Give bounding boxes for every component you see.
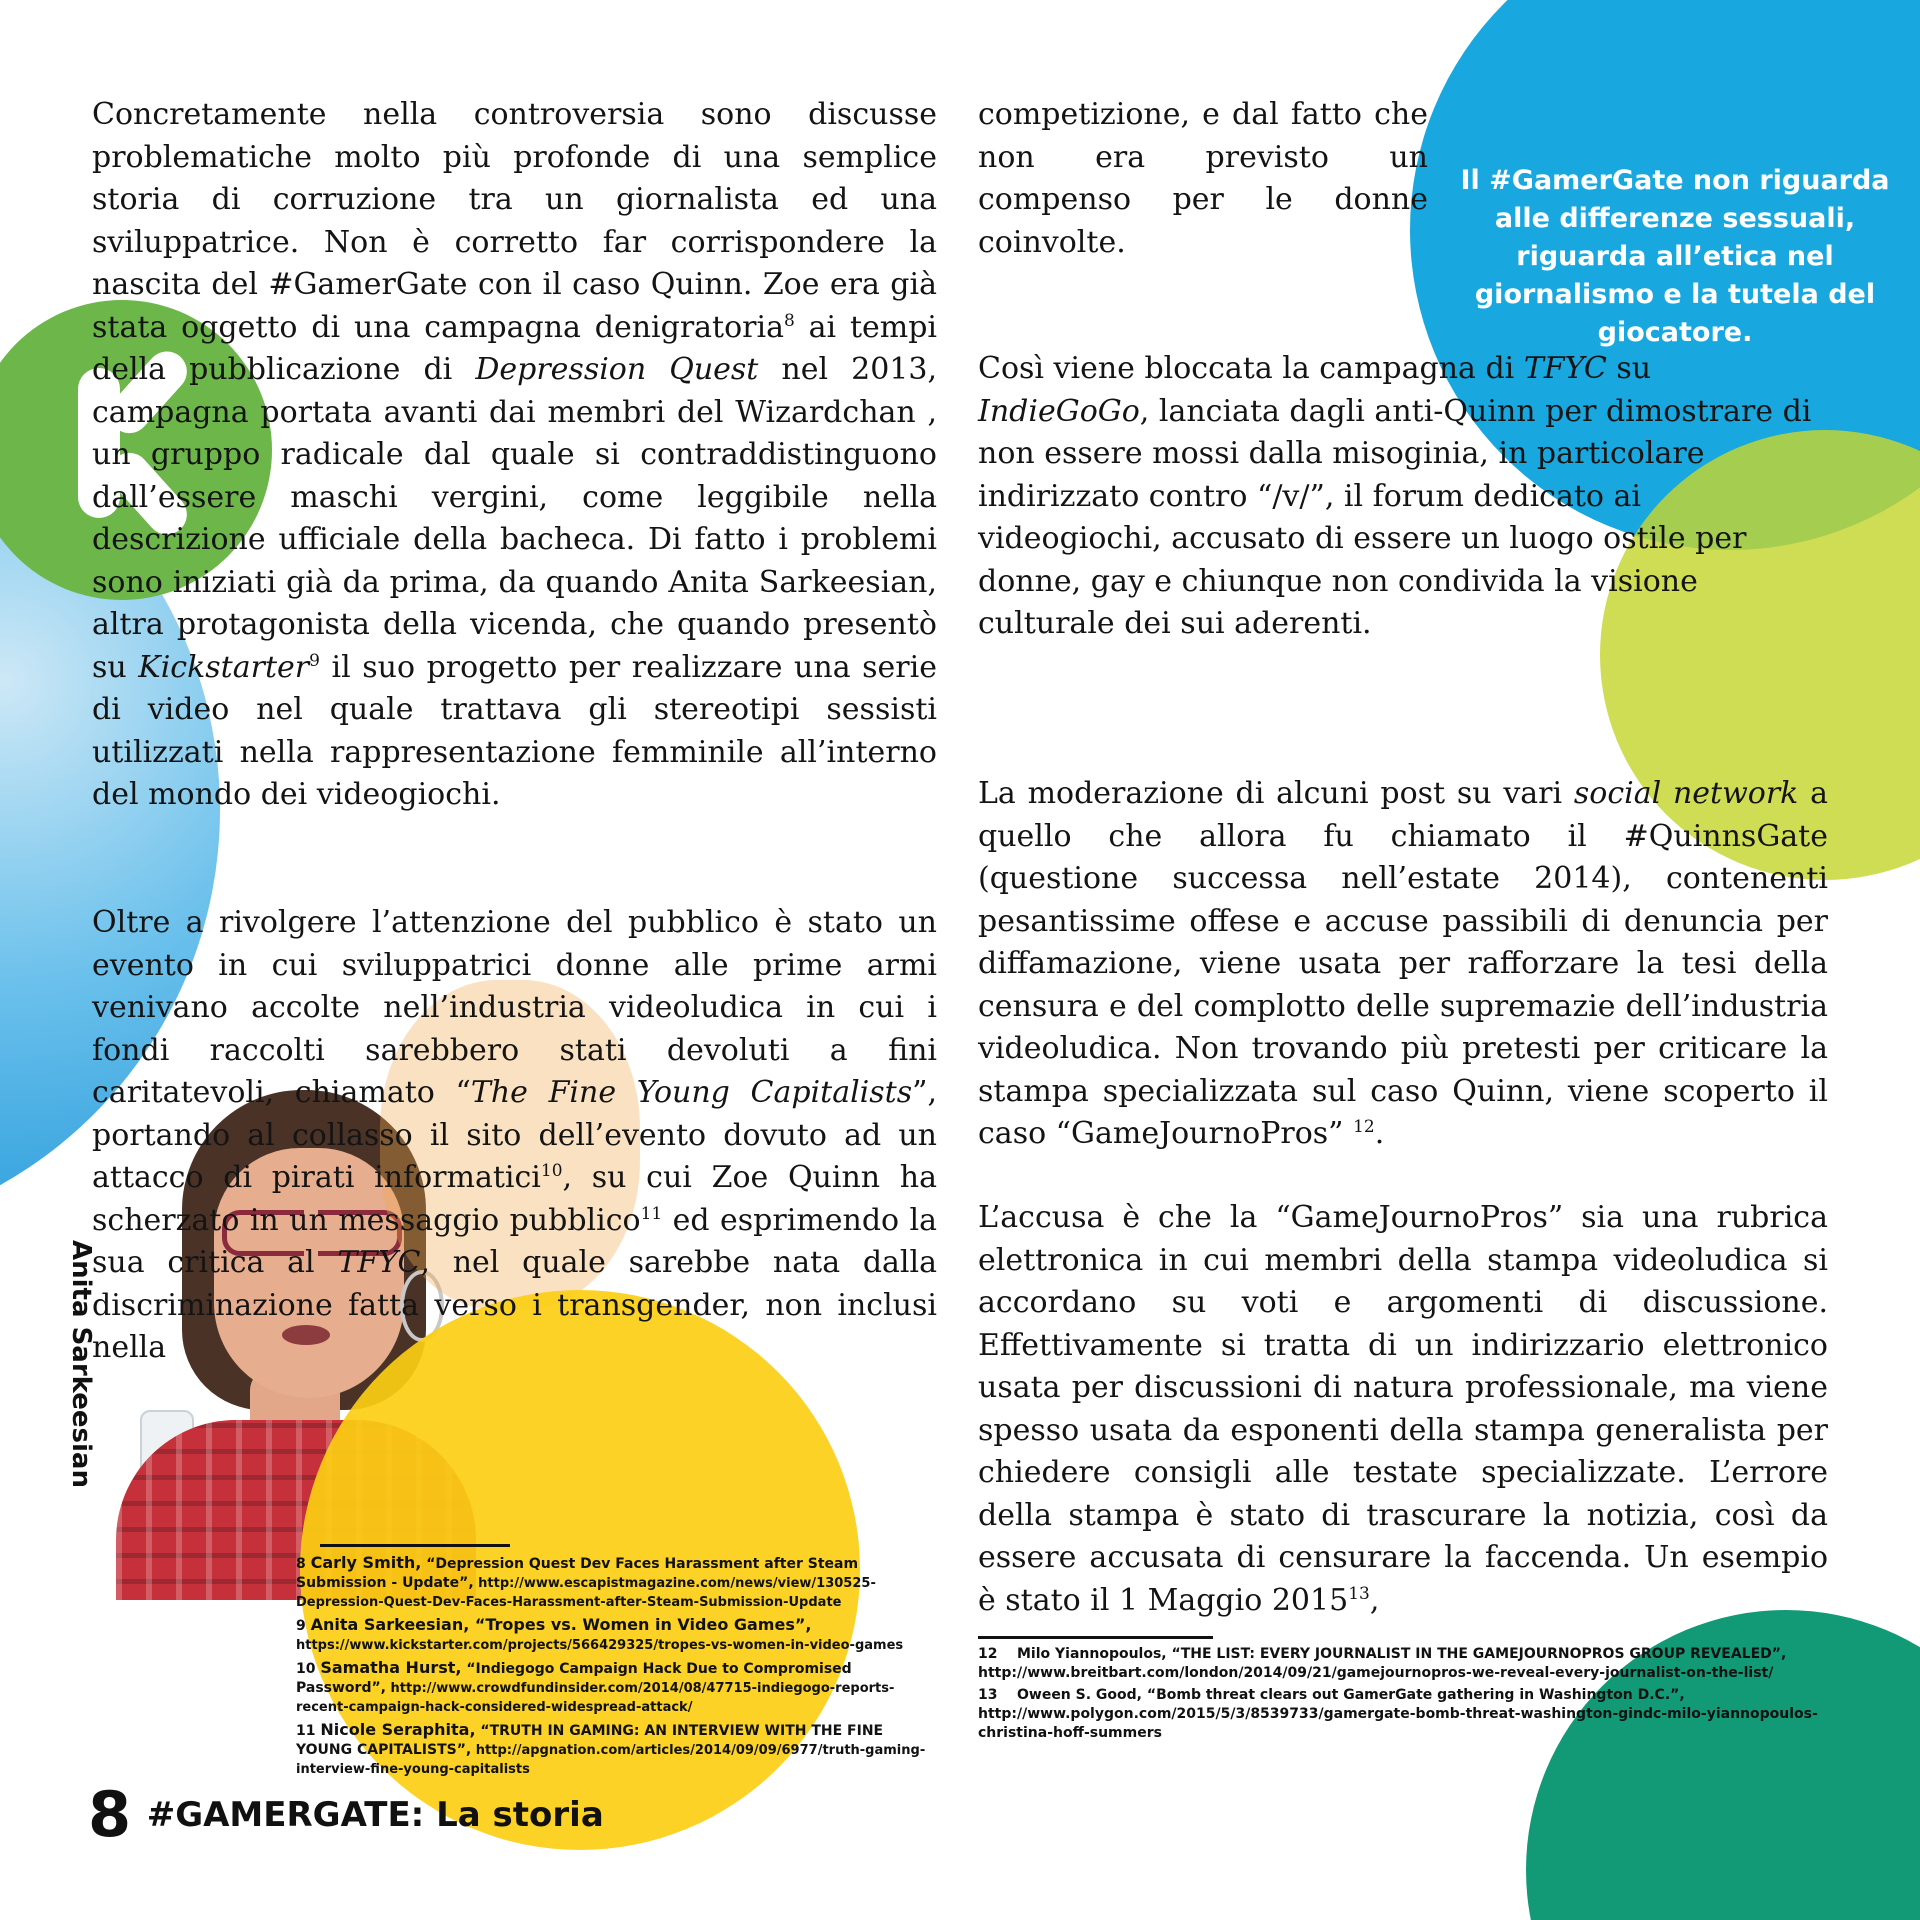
paragraph-gamejournopros: L’accusa è che la “GameJournoPros” sia una rubrica elettronica in cui membri della stampa videoludica si accordano su voti e argomenti di discussione. Effettivamente si tratta di un indirizzario elettronico usata per discussioni di natura professionale, ma viene spesso usata da esponenti della stampa generalista per chiedere consigli alle testate specializzate. L’errore della stampa è stato di trascurare la notizia, così da essere accusata di censurare la faccenda. Un esempio è stato il 1 Maggio 2015$^{13}$, xyxy=(978,1200,1828,1618)
paragraph-competition: competizione, e dal fatto che non era previsto un compenso per le donne coinvolte. xyxy=(978,97,1428,260)
pull-quote: Il #GamerGate non riguarda alle differenze sessuali, riguarda all’etica nel giornalismo e la tutela del giocatore. xyxy=(1460,165,1890,348)
footnote-10: 10 Samatha Hurst, “Indiegogo Campaign Hack Due to Compromised Password”, http://www.crowdfundinsider.com/2014/08/47715-indiegogo-reports-recent-campaign-hack-considered-widespread-attack/ xyxy=(296,1658,895,1715)
paragraph-quinnsgate: La moderazione di alcuni post su vari social network a quello che allora fu chiamato il #QuinnsGate (questione successa nell’estate 2014), contenenti pesantissime offese e accuse passibili di denuncia per diffamazione, viene usata per rafforzare la tesi della censura e del complotto delle supremazie dell’industria videoludica. Non trovando più pretesti per criticare la stampa specializzata sul caso Quinn, viene scoperto il caso “GameJournoPros” $^{12}$. xyxy=(978,776,1829,1151)
footnote-rule-left xyxy=(320,1544,510,1547)
footnote-rule-right xyxy=(978,1636,1213,1639)
footnotes-right xyxy=(978,1645,1828,1746)
photo-caption: Anita Sarkeesian xyxy=(66,1240,96,1488)
footnote-11: 11 Nicole Seraphita, “TRUTH IN GAMING: AN INTERVIEW WITH THE FINE YOUNG CAPITALISTS”, http://apgnation.com/articles/2014/09/09/6977/truth-gaming-interview-fine-young-capitalists xyxy=(296,1720,926,1777)
footnote-12: 12 Milo Yiannopoulos, “THE LIST: EVERY JOURNALIST IN THE GAMEJOURNOPROS GROUP REVEALED”, http://www.breitbart.com/london/2014/09/21/gamejournopros-we-reveal-every-journalist-on-the-list/ xyxy=(978,1646,1787,1681)
paragraph-tfyc-event: Oltre a rivolgere l’attenzione del pubblico è stato un evento in cui sviluppatrici donne alle prime armi venivano accolte nell’industria videoludica in cui i fondi raccolti sarebbero stati devoluti a fini caritatevoli, chiamato “The Fine Young Capitalists”, portando al collasso il sito dell’evento dovuto ad un attacco di pirati informatici$^{10}$, su cui Zoe Quinn ha scherzato in un messaggio pubblico$^{11}$ ed esprimendo la sua critica al TFYC, nel quale sarebbe nata dalla discriminazione fatta verso i transgender, non inclusi nella xyxy=(92,905,938,1365)
footnotes-left xyxy=(296,1553,936,1782)
footnote-9: 9 Anita Sarkeesian, “Tropes vs. Women in Video Games”, https://www.kickstarter.com/projects/566429325/tropes-vs-women-in-video-games xyxy=(296,1615,904,1653)
footnote-13: 13 Oween S. Good, “Bomb threat clears out GamerGate gathering in Washington D.C.”, http://www.polygon.com/2015/5/3/8539733/gamergate-bomb-threat-washington-gindc-milo-yiannopoulos-christina-hoff-summers xyxy=(978,1687,1818,1741)
page-number: 8 xyxy=(88,1778,132,1851)
footnote-8: 8 Carly Smith, “Depression Quest Dev Faces Harassment after Steam Submission - Update”, http://www.escapistmagazine.com/news/view/130525-Depression-Quest-Dev-Faces-Harassment-after-Steam-Submission-Update xyxy=(296,1553,876,1610)
page-footer xyxy=(88,1778,604,1851)
section-title: #GAMERGATE: La storia xyxy=(146,1794,604,1835)
paragraph-tfyc-indiegogo: Così viene bloccata la campagna di TFYC su IndieGoGo, lanciata dagli anti-Quinn per dimostrare di non essere mossi dalla misoginia, in particolare indirizzato contro “/v/”, il forum dedicato ai videogiochi, accusato di essere un luogo ostile per donne, gay e chiunque non condivida la visione culturale dei sui aderenti. xyxy=(978,351,1812,641)
paragraph-intro: Concretamente nella controversia sono discusse problematiche molto più profonde di una semplice storia di corruzione tra un giornalista ed una sviluppatrice. Non è corretto far corrispondere la nascita del #GamerGate con il caso Quinn. Zoe era già stata oggetto di una campagna denigratoria$^8$ ai tempi della pubblicazione di Depression Quest nel 2013, campagna portata avanti dai membri del Wizardchan , un gruppo radicale dal quale si contraddistinguono dall’essere maschi vergini, come leggibile nella descrizione ufficiale della bacheca. Di fatto i problemi sono iniziati già da prima, da quando Anita Sarkeesian, altra protagonista della vicenda, che quando presentò su Kickstarter$^9$ il suo progetto per realizzare una serie di video nel quale trattava gli stereotipi sessisti utilizzati nella rappresentazione femminile all’interno del mondo dei videogiochi. xyxy=(92,97,938,812)
